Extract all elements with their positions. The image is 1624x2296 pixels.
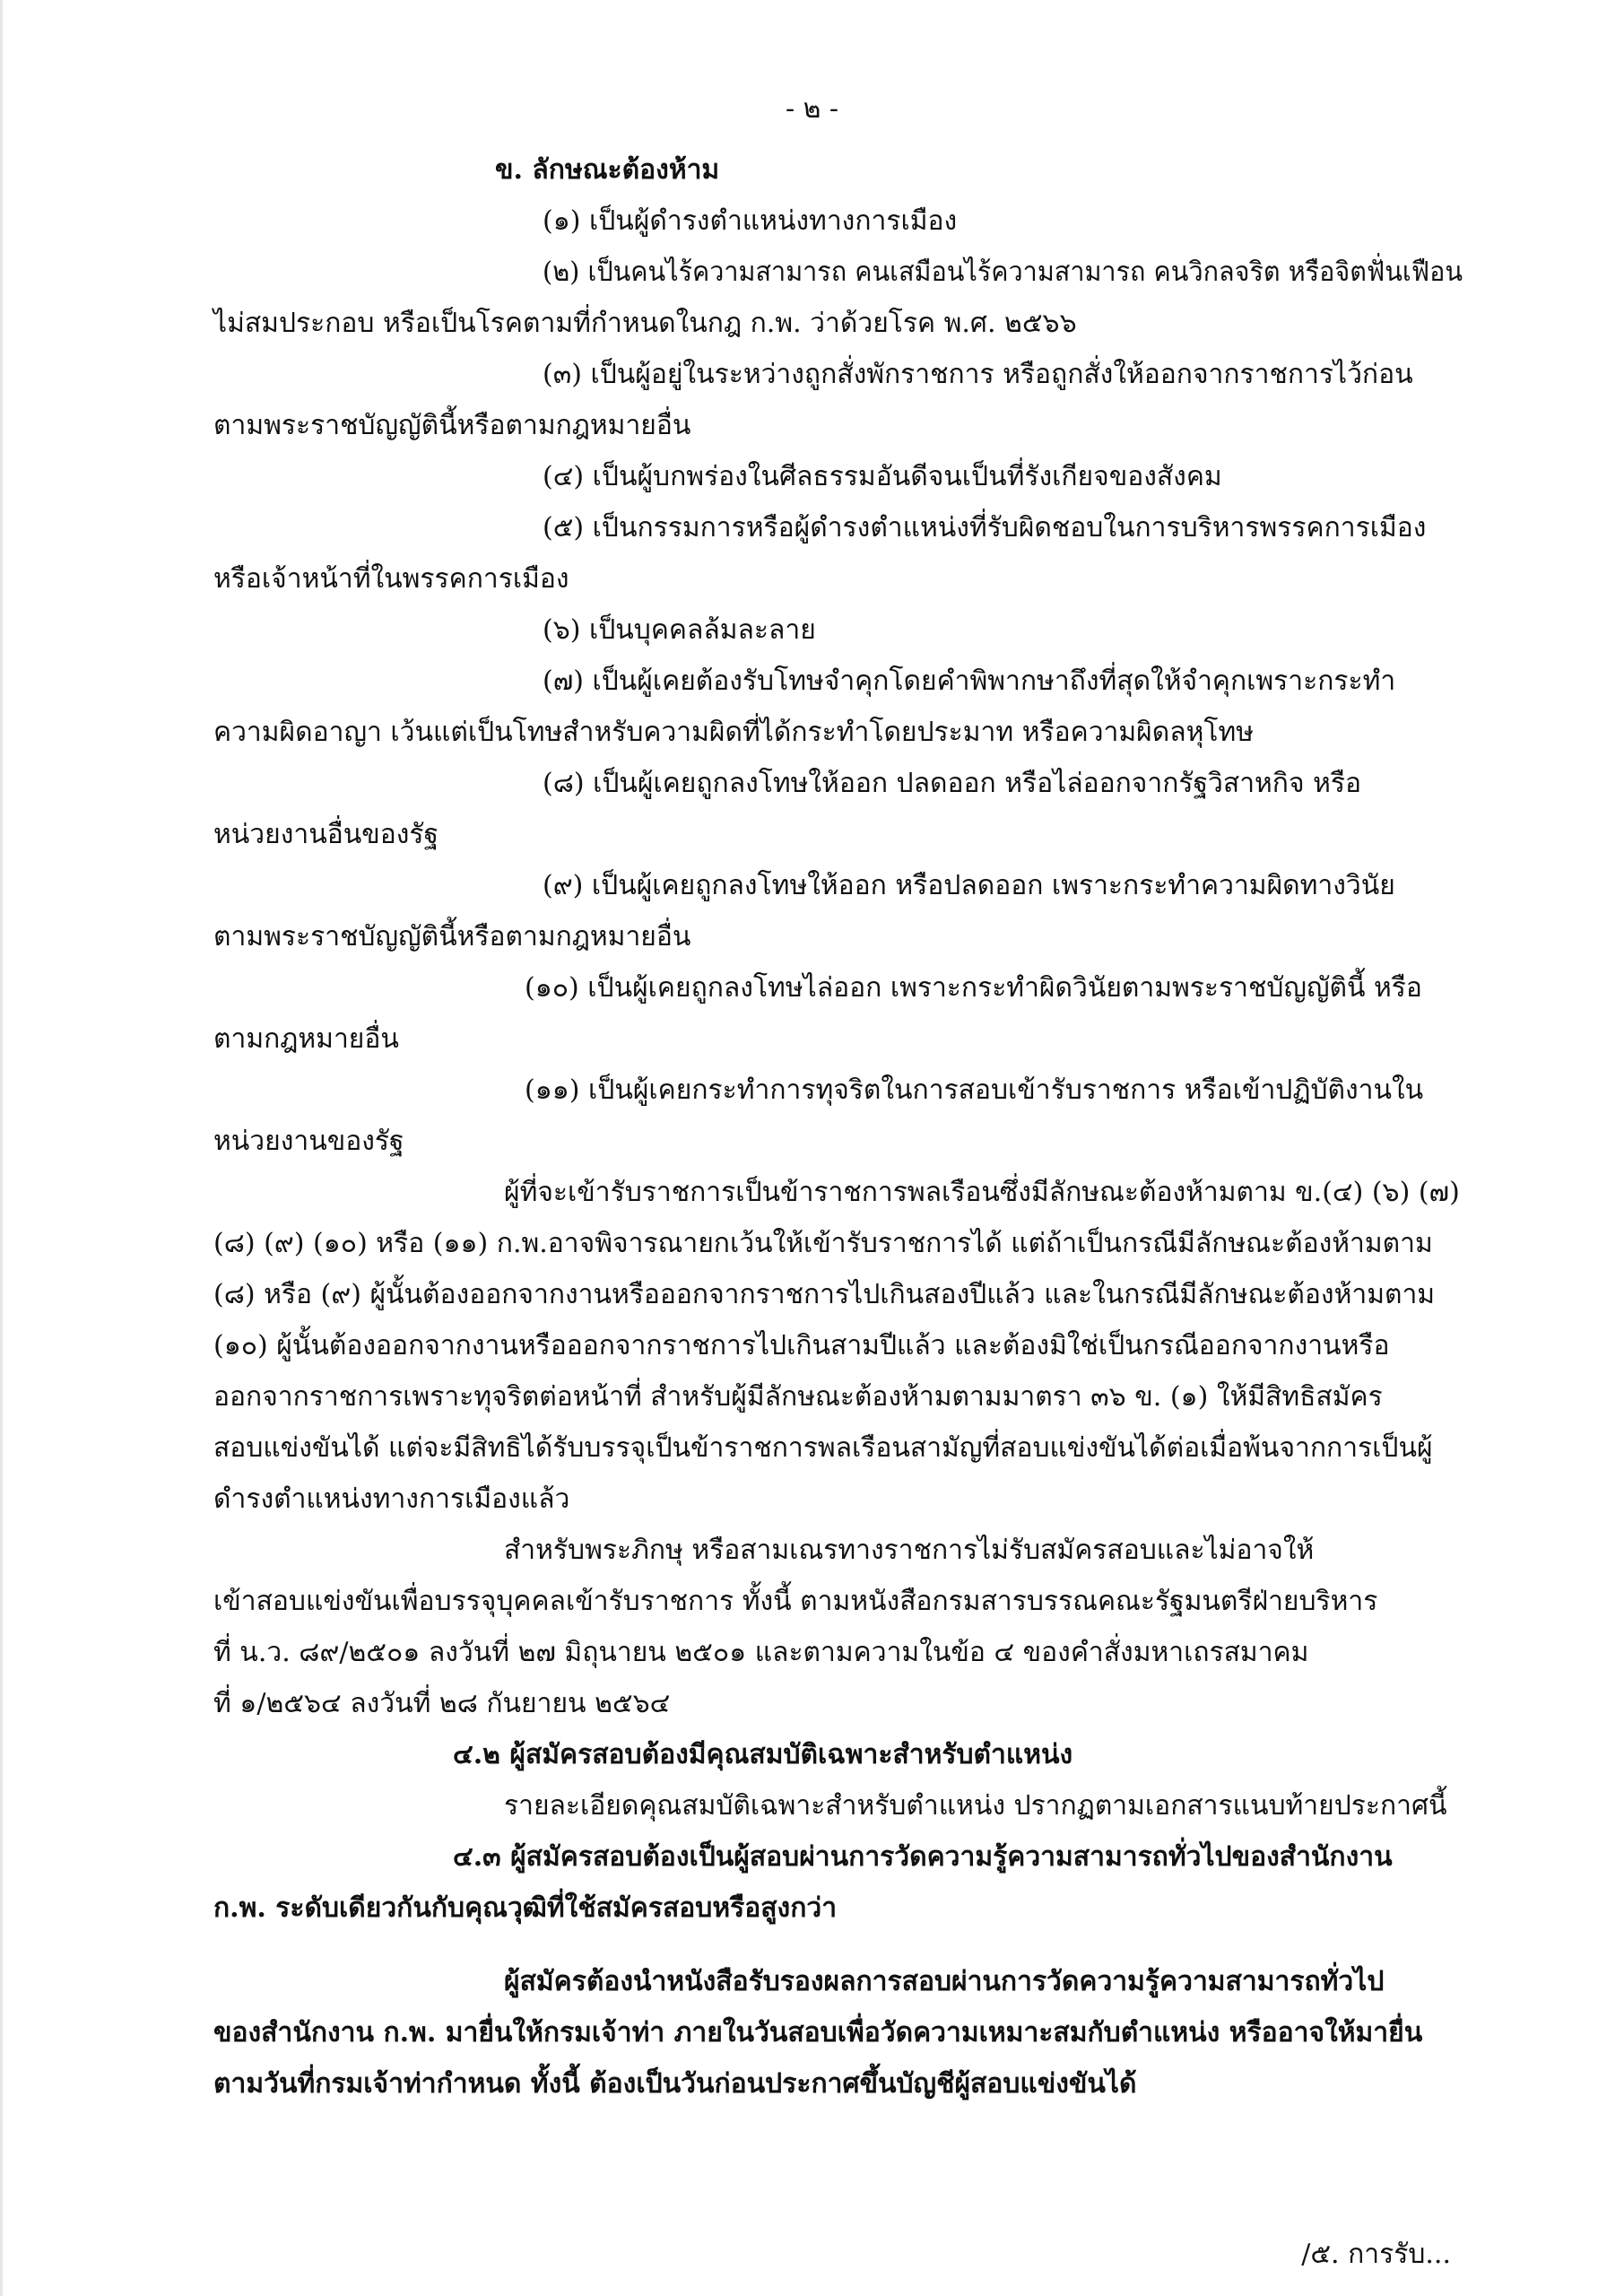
continuation-footer: /๕. การรับ...: [1301, 2239, 1451, 2270]
exception-paragraph-line: ผู้ที่จะเข้ารับราชการเป็นข้าราชการพลเรือนซึ่งมีลักษณะต้องห้ามตาม ข.(๔) (๖) (๗): [504, 1177, 1460, 1208]
prohibition-item-cont: ตามกฎหมายอื่น: [213, 1023, 399, 1055]
prohibition-item: (๘) เป็นผู้เคยถูกลงโทษให้ออก ปลดออก หรือไล่ออกจากรัฐวิสาหกิจ หรือ: [543, 768, 1361, 799]
monk-paragraph-line: ที่ น.ว. ๘๙/๒๕๐๑ ลงวันที่ ๒๗ มิถุนายน ๒๕๐๑ และตามความในข้อ ๔ ของคำสั่งมหาเถรสมาคม: [213, 1637, 1309, 1668]
section-b-title: ข. ลักษณะต้องห้าม: [495, 154, 720, 186]
section-4-2-heading: ๔.๒ ผู้สมัครสอบต้องมีคุณสมบัติเฉพาะสำหรับตำแหน่ง: [453, 1739, 1073, 1770]
prohibition-item: (๕) เป็นกรรมการหรือผู้ดำรงตำแหน่งที่รับผิดชอบในการบริหารพรรคการเมือง: [543, 512, 1427, 544]
prohibition-item: (๗) เป็นผู้เคยต้องรับโทษจำคุกโดยคำพิพากษาถึงที่สุดให้จำคุกเพราะกระทำ: [543, 665, 1396, 697]
page-number: - ๒ -: [785, 93, 839, 125]
prohibition-item: (๓) เป็นผู้อยู่ในระหว่างถูกสั่งพักราชการ หรือถูกสั่งให้ออกจากราชการไว้ก่อน: [543, 359, 1413, 390]
exception-paragraph-line: (๘) (๙) (๑๐) หรือ (๑๑) ก.พ.อาจพิจารณายกเว้นให้เข้ารับราชการได้ แต่ถ้าเป็นกรณีมีลักษณะต้องห้ามตาม: [213, 1228, 1433, 1259]
prohibition-item-cont: หรือเจ้าหน้าที่ในพรรคการเมือง: [213, 563, 569, 595]
exception-paragraph-line: (๑๐) ผู้นั้นต้องออกจากงานหรือออกจากราชการไปเกินสามปีแล้ว และต้องมิใช่เป็นกรณีออกจากงานหรือ: [213, 1330, 1390, 1361]
prohibition-item: (๔) เป็นผู้บกพร่องในศีลธรรมอันดีจนเป็นที่รังเกียจของสังคม: [543, 461, 1222, 492]
section-4-3-heading-cont: ก.พ. ระดับเดียวกันกับคุณวุฒิที่ใช้สมัครสอบหรือสูงกว่า: [213, 1892, 838, 1924]
prohibition-item-cont: ตามพระราชบัญญัตินี้หรือตามกฎหมายอื่น: [213, 410, 691, 441]
prohibition-item: (๑) เป็นผู้ดำรงตำแหน่งทางการเมือง: [543, 205, 958, 237]
prohibition-item-cont: ตามพระราชบัญญัตินี้หรือตามกฎหมายอื่น: [213, 921, 691, 952]
prohibition-item-cont: ความผิดอาญา เว้นแต่เป็นโทษสำหรับความผิดที่ได้กระทำโดยประมาท หรือความผิดลหุโทษ: [213, 717, 1255, 748]
prohibition-item: (๑๐) เป็นผู้เคยถูกลงโทษไล่ออก เพราะกระทำผิดวินัยตามพระราชบัญญัตินี้ หรือ: [525, 972, 1422, 1004]
monk-paragraph-line: สำหรับพระภิกษุ หรือสามเณรทางราชการไม่รับสมัครสอบและไม่อาจให้: [504, 1535, 1315, 1566]
exception-paragraph-line: ออกจากราชการเพราะทุจริตต่อหน้าที่ สำหรับผู้มีลักษณะต้องห้ามตามมาตรา ๓๖ ข. (๑) ให้มีสิทธิสมัคร: [213, 1381, 1383, 1413]
section-4-3-paragraph-line: ผู้สมัครต้องนำหนังสือรับรองผลการสอบผ่านการวัดความรู้ความสามารถทั่วไป: [504, 1966, 1385, 1997]
section-4-2-text: รายละเอียดคุณสมบัติเฉพาะสำหรับตำแหน่ง ปรากฏตามเอกสารแนบท้ายประกาศนี้: [504, 1790, 1447, 1822]
monk-paragraph-line: ที่ ๑/๒๕๖๔ ลงวันที่ ๒๘ กันยายน ๒๕๖๔: [213, 1688, 671, 1719]
prohibition-item: (๖) เป็นบุคคลล้มละลาย: [543, 614, 816, 646]
section-4-3-paragraph-line: ตามวันที่กรมเจ้าท่ากำหนด ทั้งนี้ ต้องเป็นวันก่อนประกาศขึ้นบัญชีผู้สอบแข่งขันได้: [213, 2068, 1137, 2100]
prohibition-item-cont: ไม่สมประกอบ หรือเป็นโรคตามที่กำหนดในกฎ ก.พ. ว่าด้วยโรค พ.ศ. ๒๕๖๖: [213, 308, 1077, 339]
section-4-3-paragraph-line: ของสำนักงาน ก.พ. มายื่นให้กรมเจ้าท่า ภายในวันสอบเพื่อวัดความเหมาะสมกับตำแหน่ง หรืออาจให้มายื่น: [213, 2017, 1423, 2048]
prohibition-item-cont: หน่วยงานของรัฐ: [213, 1126, 404, 1157]
scan-edge: [0, 0, 3, 2296]
exception-paragraph-line: (๘) หรือ (๙) ผู้นั้นต้องออกจากงานหรือออกจากราชการไปเกินสองปีแล้ว และในกรณีมีลักษณะต้องห้ามตาม: [213, 1279, 1436, 1310]
prohibition-item: (๙) เป็นผู้เคยถูกลงโทษให้ออก หรือปลดออก เพราะกระทำความผิดทางวินัย: [543, 870, 1395, 901]
prohibition-item: (๑๑) เป็นผู้เคยกระทำการทุจริตในการสอบเข้ารับราชการ หรือเข้าปฏิบัติงานใน: [525, 1074, 1424, 1106]
exception-paragraph-line: สอบแข่งขันได้ แต่จะมีสิทธิได้รับบรรจุเป็นข้าราชการพลเรือนสามัญที่สอบแข่งขันได้ต่อเมื่อพ้นจากการเป็นผู้: [213, 1432, 1433, 1464]
monk-paragraph-line: เข้าสอบแข่งขันเพื่อบรรจุบุคคลเข้ารับราชการ ทั้งนี้ ตามหนังสือกรมสารบรรณคณะรัฐมนตรีฝ่ายบริหาร: [213, 1586, 1378, 1617]
exception-paragraph-line: ดำรงตำแหน่งทางการเมืองแล้ว: [213, 1483, 570, 1515]
section-4-3-heading: ๔.๓ ผู้สมัครสอบต้องเป็นผู้สอบผ่านการวัดความรู้ความสามารถทั่วไปของสำนักงาน: [453, 1841, 1393, 1873]
prohibition-item-cont: หน่วยงานอื่นของรัฐ: [213, 819, 439, 850]
prohibition-item: (๒) เป็นคนไร้ความสามารถ คนเสมือนไร้ความสามารถ คนวิกลจริต หรือจิตฟั่นเฟือน: [543, 257, 1463, 288]
